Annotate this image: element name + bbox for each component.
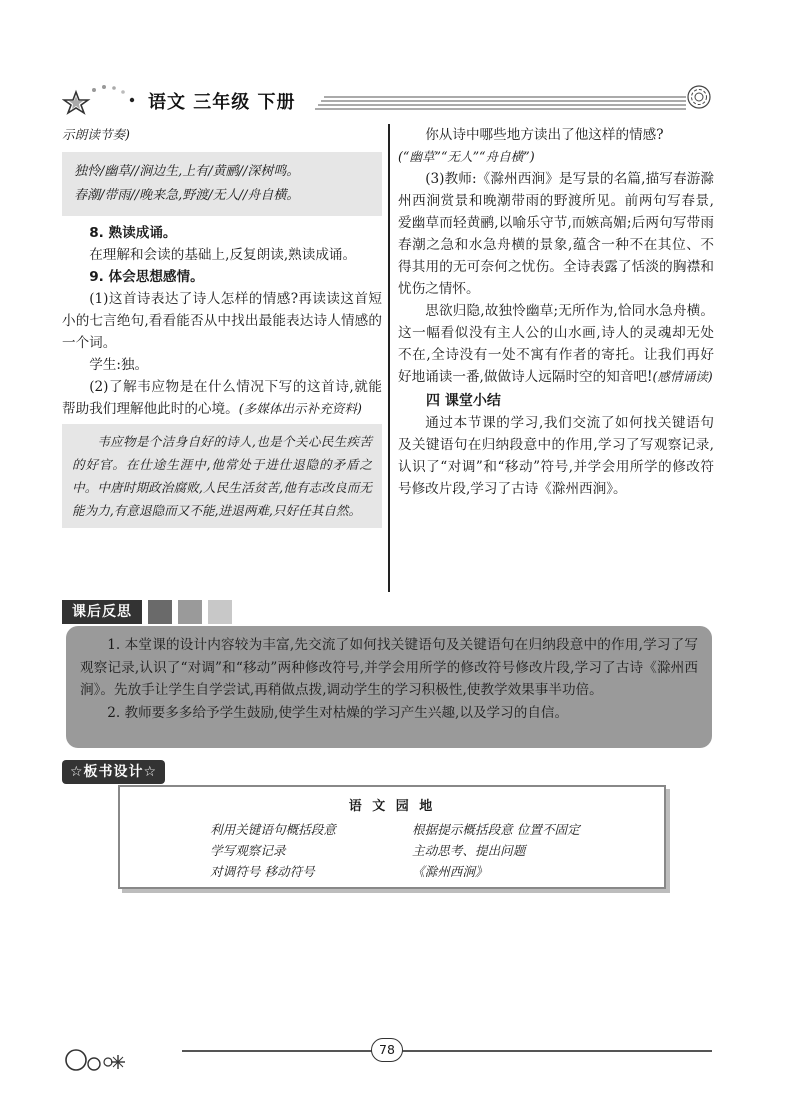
question-answer: (“幽草”“无人”“舟自横”) — [398, 149, 535, 164]
poem-box — [62, 152, 382, 216]
item-9-title: 9. 体会思想感情。 — [89, 269, 204, 285]
board-right-item: 根据提示概括段意 位置不固定 — [412, 822, 580, 837]
item-9-question-2 — [62, 376, 382, 420]
lead-line: 示朗读节奏) — [62, 127, 130, 142]
teacher-explanation: (3)教师:《滁州西涧》是写景的名篇,描写春游滁州西涧赏景和晚潮带雨的野渡所见。前两句写春景,爱幽草而轻黄鹂,以喻乐守节,而嫉高媚;后两句写带雨春潮之急和水急舟横的景象,蕴含一种不在其位、不得其用的无可奈何之忧伤。全诗表露了恬淡的胸襟和忧伤之情怀。 — [398, 171, 714, 297]
bubbles-decoration-icon — [62, 1038, 202, 1082]
summary-text: 通过本节课的学习,我们交流了如何找关键语句及关键语句在归纳段意中的作用,学习了写观察记录,认识了“对调”和“移动”符号,并学会用所学的修改符号修改片段,学习了古诗《滁州西涧》。 — [398, 415, 714, 497]
reflection-paragraph-1: 1. 本堂课的设计内容较为丰富,先交流了如何找关键语句及关键语句在归纳段意中的作用,学习了写观察记录,认识了“对调”和“移动”两种修改符号,并学会用所学的修改符号修改片段,学习了古诗《滁州西涧》。先放手让学生自学尝试,再稍做点拨,调动学生的学习积极性,使教学效果事半功倍。 — [80, 637, 698, 698]
board-right-item: 《滁州西涧》 — [412, 864, 488, 879]
board-left-item: 学写观察记录 — [210, 843, 286, 858]
board-design-box — [118, 785, 666, 889]
left-column — [62, 124, 382, 528]
right-column — [398, 124, 714, 500]
reflection-tab — [62, 600, 232, 626]
bio-box: 韦应物是个洁身自好的诗人,也是个关心民生疾苦的好官。在仕途生涯中,他常处于进仕退隐的矛盾之中。中唐时期政治腐败,人民生活贫苦,他有志改良而无能为力,有意退隐而又不能,进退两难,只好任其自然。 — [62, 424, 382, 528]
reflection-box — [66, 626, 712, 748]
item-8-text: 在理解和会读的基础上,反复朗读,熟读成诵。 — [89, 247, 357, 263]
page-footer — [62, 1038, 712, 1082]
poem-line: 春潮/带雨//晚来急,野渡/无人//舟自横。 — [74, 188, 300, 203]
spiral-icon — [686, 84, 712, 110]
board-right-item: 主动思考、提出问题 — [412, 843, 526, 858]
board-left-item: 利用关键语句概括段意 — [210, 822, 336, 837]
page-title: 语文 三年级 下册 — [148, 92, 296, 113]
paragraph-2-main: 思欲归隐,故独怜幽草;无所作为,恰同水急舟横。这一幅看似没有主人公的山水画,诗人的灵魂却无处不在,全诗没有一处不寓有作者的寄托。让我们再好好地诵读一番,做做诗人远隔时空的知音吧! — [398, 303, 714, 385]
tab-square-icon — [148, 600, 172, 624]
reflection-paragraph-2: 2. 教师要多多给予学生鼓励,使学生对枯燥的学习产生兴趣,以及学习的自信。 — [107, 704, 569, 721]
item-9-question-2-note: (多媒体出示补充资料) — [238, 401, 362, 416]
stars-decoration-icon — [62, 78, 142, 122]
board-design-label: ☆板书设计☆ — [62, 760, 165, 784]
tab-square-icon — [208, 600, 232, 624]
paragraph-2-note: (感情诵读) — [652, 369, 713, 384]
board-left-item: 对调符号 移动符号 — [210, 864, 315, 879]
item-9-question-2-main: (2)了解韦应物是在什么情况下写的这首诗,就能帮助我们理解他此时的心境。 — [62, 379, 382, 417]
summary-title: 四 课堂小结 — [426, 393, 501, 409]
item-9-question-1: (1)这首诗表达了诗人怎样的情感?再读读这首短小的七言绝句,看看能否从中找出最能表达诗人情感的一个词。 — [62, 291, 382, 351]
poem-line: 独怜/幽草//涧边生,上有/黄鹂//深树鸣。 — [74, 164, 300, 179]
column-divider — [388, 124, 390, 592]
header-rule-lines — [314, 94, 686, 114]
question-main: 你从诗中哪些地方读出了他这样的情感? — [425, 127, 664, 143]
page-number: 78 — [371, 1038, 403, 1062]
page-header — [62, 78, 712, 122]
board-title: 语 文 园 地 — [348, 799, 436, 814]
item-9-student-answer: 学生:独。 — [89, 357, 149, 373]
reflection-label: 课后反思 — [62, 600, 142, 624]
footer-rule — [182, 1050, 712, 1052]
item-8-title: 8. 熟读成诵。 — [89, 225, 177, 241]
tab-square-icon — [178, 600, 202, 624]
paragraph-2 — [398, 300, 714, 388]
